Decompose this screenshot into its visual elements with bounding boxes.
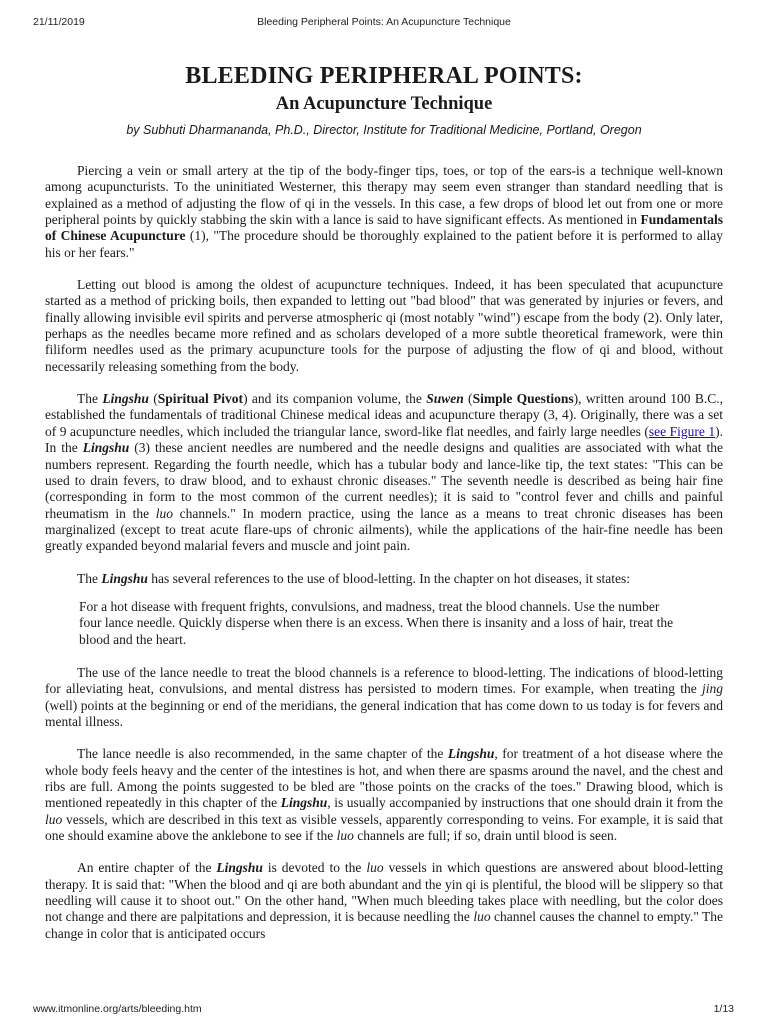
- text: (1), "The procedure should be thoroughly explained to the patient before it is performed to allay his or her fears.": [45, 228, 723, 260]
- paragraph-3: [45, 391, 723, 554]
- luo-term: luo: [45, 811, 63, 827]
- jing-term: jing: [701, 681, 723, 697]
- text: The use of the lance needle to treat the blood channels is a reference to blood-letting. The indications of blood-letting for alleviating heat, convulsions, and mental distress has persisted to modern times. For example, when treating the: [45, 664, 723, 697]
- paragraph-2: Letting out blood is among the oldest of acupuncture techniques. Indeed, it has been speculated that acupuncture started as a method of pricking boils, then expanded to letting out "bad blood" that was generated by injuries or fevers, and finally allowing invisible evil spirits and perverse atmospheric qi (most notably "wind") escape from the body (2). Only later, perhaps as the needles became more refined and as scholars developed of a more subtle theoretical framework, were thin filiform needles used as the primary acupuncture tools for the purpose of adjusting the flow of qi and blood, without necessarily releasing something from the body.: [45, 277, 723, 374]
- text: The: [77, 391, 103, 407]
- lingshu-term: Lingshu: [447, 746, 495, 762]
- article-byline: by Subhuti Dharmananda, Ph.D., Director, Institute for Traditional Medicine, Portland, Oregon: [126, 123, 642, 137]
- text: (: [148, 391, 158, 407]
- text: The lance needle is also recommended, in the same chapter of the: [77, 746, 448, 762]
- paragraph-4: [45, 571, 723, 587]
- figure-1-link[interactable]: see Figure 1: [648, 423, 716, 439]
- text: (well) points at the beginning or end of the meridians, the general indication that has come down to us today is for fevers and mental illness.: [45, 697, 723, 729]
- lingshu-term: Lingshu: [280, 795, 328, 811]
- spiritual-pivot-term: Spiritual Pivot: [157, 391, 244, 407]
- text: , is usually accompanied by instructions that one should drain it from the: [327, 795, 723, 811]
- lingshu-term: Lingshu: [216, 860, 263, 876]
- print-date: 21/11/2019: [33, 16, 85, 28]
- paragraph-7: [45, 860, 723, 942]
- paragraph-5: [45, 665, 723, 730]
- text: channels." In modern practice, using the lance as a means to treat chronic diseases has been marginalized (except to treat acute flare-ups of chronic ailments), while the applications of the hair-fine needle has been greatly expanded beyond malarial fevers and muscle and joint pain.: [45, 505, 723, 554]
- article-title: BLEEDING PERIPHERAL POINTS:: [185, 63, 583, 89]
- paragraph-1: [45, 163, 723, 261]
- suwen-term: Suwen: [426, 391, 464, 407]
- text: vessels in which questions are answered about blood-letting therapy. It is said that: "When the blood and qi are both abundant and the yin qi is plentiful, the blood will be slippery so that needling will cause it to shoot out." On the other hand, "When much bleeding takes place with needling, but the color does not change and there are palpitations and depression, it is because needling the: [45, 860, 723, 925]
- text: has several references to the use of blood-letting. In the chapter on hot diseases, it states:: [147, 570, 630, 586]
- text: , for treatment of a hot disease where the whole body feels heavy and the center of the intestines is hot, and when there are spasms around the navel, and the chest and ribs are full. Among the points suggested to be bled are "those points on the cracks of the toes." Drawing blood, which is mentioned repeatedly in this chapter of the: [45, 746, 723, 811]
- lingshu-term: Lingshu: [101, 570, 148, 586]
- simple-questions-term: Simple Questions: [472, 391, 574, 407]
- print-url: www.itmonline.org/arts/bleeding.htm: [33, 1003, 202, 1015]
- luo-term: luo: [473, 909, 491, 925]
- text: ) and its companion volume, the: [243, 391, 427, 407]
- book-title: Fundamentals of Chinese Acupuncture: [45, 212, 723, 244]
- text: channels are full; if so, drain until blood is seen.: [353, 828, 618, 844]
- luo-term: luo: [336, 828, 354, 844]
- article-subtitle: An Acupuncture Technique: [275, 94, 493, 114]
- text: (: [463, 391, 473, 407]
- text: (3) these ancient needles are numbered and the needle designs and qualities are associated with what the numbers represent. Regarding the fourth needle, which has a tubular body and lance-like tip, the text states: "This can be used to drain fevers, to draw blood, and to exhaust chronic diseases." The seventh needle is described as being hair fine (corresponding in form to the most common of the current needles); it is said to "control fever and chills and painful rheumatism in the: [45, 440, 723, 521]
- luo-term: luo: [155, 505, 173, 521]
- text: is devoted to the: [262, 860, 367, 876]
- text: channel causes the channel to empty." The change in color that is anticipated occurs: [45, 909, 723, 941]
- text: The: [77, 570, 102, 586]
- print-page-number: 1/13: [713, 1003, 734, 1015]
- text: Piercing a vein or small artery at the tip of the body-finger tips, toes, or top of the ears-is a technique well-known among acupuncturists. To the uninitiated Westerner, this therapy may seem even stranger than standard needling that is explained as a method of adjusting the flow of qi in the vessels. In this case, a few drops of blood let out from one or more peripheral points by quickly stabbing the skin with a lance is said to have significant effects. As mentioned in: [45, 163, 723, 228]
- luo-term: luo: [366, 860, 384, 876]
- text: ). In the: [45, 423, 724, 456]
- text: An entire chapter of the: [77, 860, 217, 876]
- text: vessels, which are described in this text as visible vessels, apparently corresponding to veins. For example, it is said that one should examine above the anklebone to see if the: [45, 811, 723, 844]
- lingshu-term: Lingshu: [102, 391, 149, 407]
- print-page-title: Bleeding Peripheral Points: An Acupuncture Technique: [257, 16, 511, 28]
- lingshu-term: Lingshu: [82, 440, 130, 456]
- text: ), written around 100 B.C., established the fundamentals of traditional Chinese medical ideas and acupuncture therapy (3, 4). Originally, there was a set of 9 acupuncture needles, which included the triangular lance, sword-like flat needles, and fairly large needles (: [45, 391, 724, 439]
- lingshu-quote: For a hot disease with frequent frights, convulsions, and madness, treat the blood channels. Use the number four lance needle. Quickly disperse when there is an excess. When there is insanity and a loss of hair, treat the blood and the heart.: [79, 598, 674, 647]
- paragraph-6: [45, 746, 723, 844]
- title-block: [0, 62, 768, 138]
- article-body: [45, 163, 723, 958]
